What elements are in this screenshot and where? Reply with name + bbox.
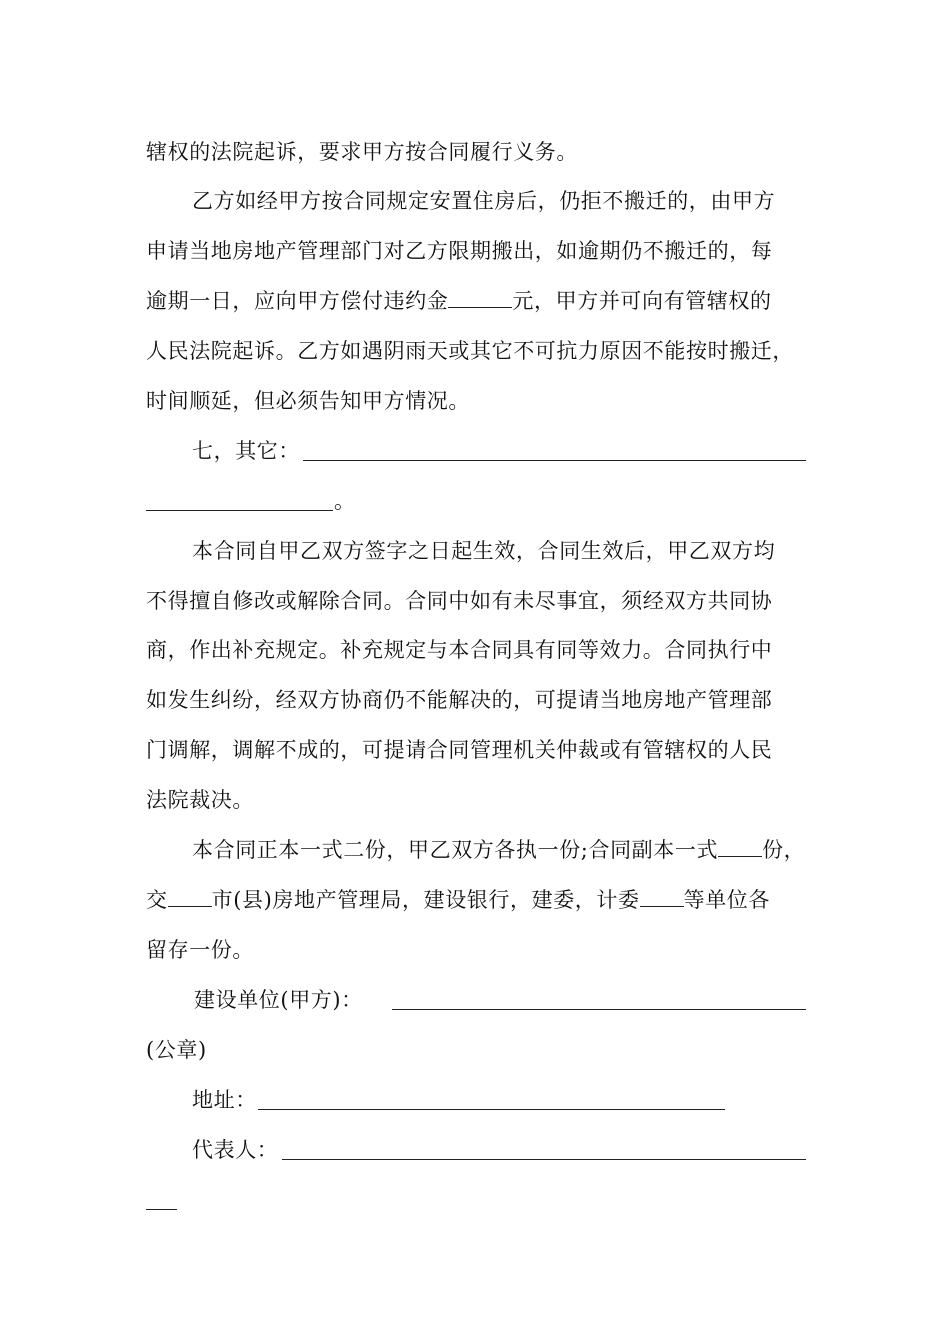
paragraph-line (146, 786, 254, 814)
paragraph-line (146, 587, 772, 615)
clause-heading (192, 437, 300, 465)
paragraph-line (146, 287, 772, 315)
text: 人民法院起诉。乙方如遇阴雨天或其它不可抗力原因不能按时搬迁， (146, 339, 794, 363)
fill-in-blank (640, 888, 684, 907)
text: 市(县)房地产管理局，建设银行，建委，计委 (211, 888, 640, 912)
text: 商，作出补充规定。补充规定与本合同具有同等效力。合同执行中 (146, 638, 773, 662)
signature-label (194, 986, 363, 1014)
paragraph-line (146, 686, 772, 714)
paragraph-line (192, 537, 775, 565)
text: 七，其它： (192, 439, 300, 463)
text: 逾期一日，应向甲方偿付违约金 (146, 289, 449, 313)
fill-in-blank (718, 838, 762, 857)
paragraph-line (146, 886, 770, 914)
paragraph-line (192, 836, 805, 864)
paragraph-line (146, 337, 794, 365)
text: 本合同正本一式二份，甲乙双方各执一份;合同副本一式 (192, 838, 719, 862)
fill-in-line (392, 1009, 806, 1010)
text: 不得擅自修改或解除合同。合同中如有未尽事宜，须经双方共同协 (146, 589, 773, 613)
paragraph-line (146, 736, 772, 764)
paragraph-line (146, 237, 772, 265)
text: 建设单位(甲方)： (194, 988, 363, 1012)
text: (公章) (146, 1038, 207, 1062)
text: 申请当地房地产管理部门对乙方限期搬出，如逾期仍不搬迁的，每 (146, 239, 773, 263)
fill-in-line (146, 510, 333, 511)
text: 份， (762, 838, 806, 862)
text: 地址： (192, 1088, 257, 1112)
fill-in-line (303, 460, 806, 461)
paragraph-line (334, 487, 356, 515)
text: 。 (334, 489, 356, 513)
fill-in-blank (168, 888, 212, 907)
text: 如发生纠纷，经双方协商仍不能解决的，可提请当地房地产管理部 (146, 688, 773, 712)
fill-in-line (258, 1109, 725, 1110)
text: 元，甲方并可向有管辖权的 (512, 289, 772, 313)
fill-in-blank (448, 289, 512, 308)
paragraph-line (192, 187, 775, 215)
text: 交 (146, 888, 168, 912)
text: 乙方如经甲方按合同规定安置住房后，仍拒不搬迁的，由甲方 (192, 189, 776, 213)
text: 等单位各 (683, 888, 770, 912)
paragraph-line (146, 636, 772, 664)
paragraph-line (146, 936, 254, 964)
representative-label (192, 1136, 278, 1164)
text: 代表人： (192, 1138, 279, 1162)
fill-in-line (146, 1209, 177, 1210)
text: 时间顺延，但必须告知甲方情况。 (146, 389, 470, 413)
text: 留存一份。 (146, 938, 254, 962)
text: 辖权的法院起诉，要求甲方按合同履行义务。 (146, 140, 578, 164)
address-label (192, 1086, 257, 1114)
paragraph-line (146, 138, 578, 166)
paragraph-line (146, 387, 470, 415)
text: 门调解，调解不成的，可提请合同管理机关仲裁或有管辖权的人民 (146, 738, 773, 762)
text: 本合同自甲乙双方签字之日起生效，合同生效后，甲乙双方均 (192, 539, 776, 563)
text: 法院裁决。 (146, 788, 254, 812)
seal-label (146, 1036, 207, 1064)
fill-in-line (282, 1159, 806, 1160)
